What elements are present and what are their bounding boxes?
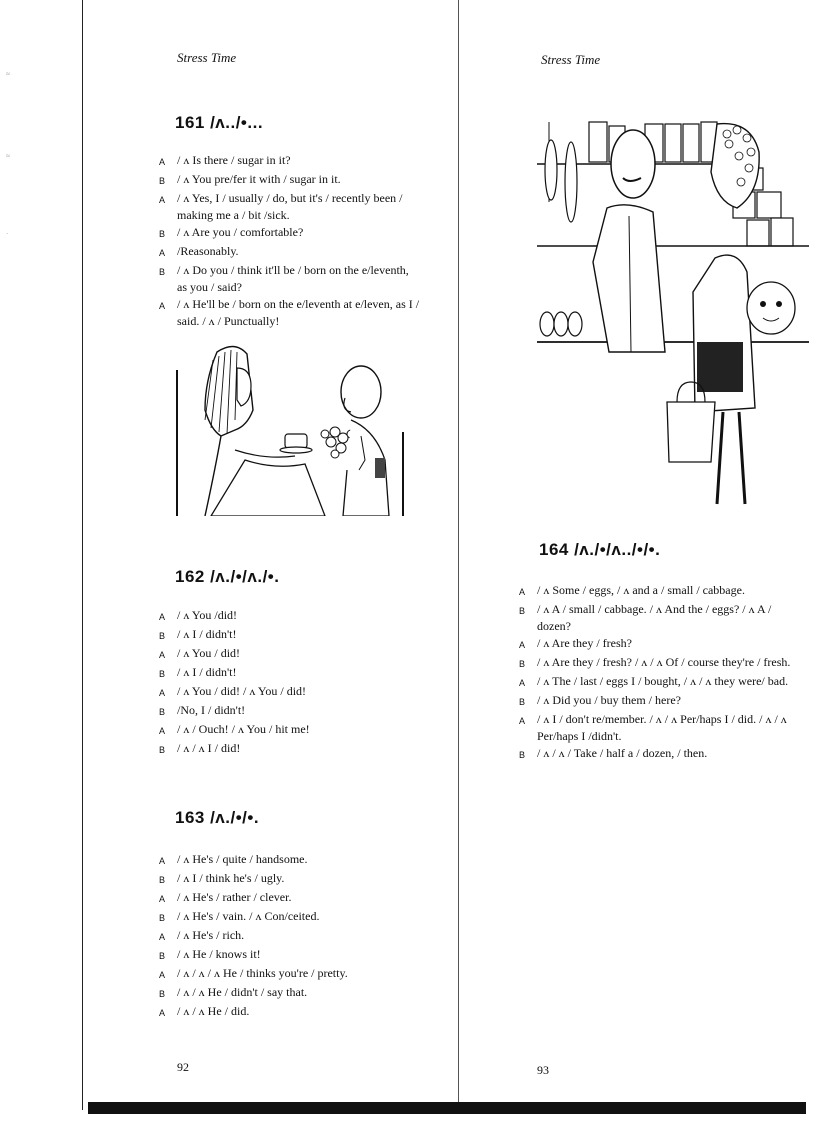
speaker-label: A [159, 650, 166, 660]
speaker-label: A [159, 1008, 166, 1018]
right-page [458, 0, 809, 1110]
dialogue-text: / ʌ / ʌ I / did! [177, 741, 241, 755]
dialogue-text: / ʌ I / didn't! [177, 627, 237, 641]
exercise-161-dialogue [159, 152, 421, 330]
dialogue-text: / ʌ / ʌ / Take / half a / dozen, / then. [537, 746, 708, 760]
dialogue-text: / ʌ Did you / buy them / here? [537, 693, 681, 707]
speaker-label: B [159, 951, 166, 961]
speaker-label: A [159, 248, 166, 258]
dialogue-text: / ʌ Some / eggs, / ʌ and a / small / cabbage. [537, 583, 745, 597]
running-header: Stress Time [177, 50, 237, 65]
dialogue-line [519, 654, 799, 673]
exercise-163-title: 163 /ʌ./•/•. [175, 808, 260, 827]
dialogue-text: / ʌ I / don't re/member. / ʌ / ʌ Per/haps I / did. / ʌ / ʌ Per/haps I /didn't. [537, 712, 787, 743]
exercise-162-title: 162 /ʌ./•/ʌ./•. [175, 567, 280, 586]
running-header: Stress Time [541, 52, 601, 67]
page-number: 92 [177, 1060, 189, 1074]
dialogue-text: / ʌ The / last / eggs I / bought, / ʌ / ʌ they were/ bad. [537, 674, 789, 688]
dialogue-line [159, 740, 421, 759]
dialogue-text: / ʌ Are you / comfortable? [177, 225, 304, 239]
speaker-label: B [159, 631, 166, 641]
dialogue-text: / ʌ / ʌ He / did. [177, 1004, 250, 1018]
dialogue-line [159, 190, 421, 224]
speaker-label: A [159, 195, 166, 205]
dialogue-text: / ʌ He's / vain. / ʌ Con/ceited. [177, 909, 320, 923]
dialogue-line [159, 645, 421, 664]
dialogue-text: /No, I / didn't! [177, 703, 246, 717]
dialogue-line [519, 601, 799, 635]
dialogue-text: / ʌ Are they / fresh? / ʌ / ʌ Of / course they're / fresh. [537, 655, 791, 669]
dialogue-line [159, 152, 421, 171]
exercise-164-title: 164 /ʌ./•/ʌ../•/•. [539, 540, 661, 559]
speaker-label: A [519, 640, 526, 650]
dialogue-line [159, 1003, 421, 1022]
cafe-couple-illustration [175, 340, 415, 516]
dialogue-line [519, 745, 799, 764]
speaker-label: A [519, 716, 526, 726]
dialogue-text: / ʌ He's / rather / clever. [177, 890, 292, 904]
dialogue-text: / ʌ You /did! [177, 608, 238, 622]
dialogue-line [159, 984, 421, 1003]
dialogue-line [159, 946, 421, 965]
grocery-shop-illustration [537, 112, 809, 508]
dialogue-text: / ʌ Is there / sugar in it? [177, 153, 291, 167]
speaker-label: B [519, 606, 526, 616]
margin-mark: ≈ [6, 70, 10, 78]
dialogue-line [159, 965, 421, 984]
speaker-label: A [159, 970, 166, 980]
dialogue-text: / ʌ He's / rich. [177, 928, 245, 942]
speaker-label: B [159, 669, 166, 679]
dialogue-line [159, 607, 421, 626]
dialogue-text: / ʌ He / knows it! [177, 947, 261, 961]
dialogue-line [159, 889, 421, 908]
speaker-label: A [159, 932, 166, 942]
book-spine-shadow [88, 1102, 806, 1114]
dialogue-line [519, 692, 799, 711]
dialogue-text: / ʌ You pre/fer it with / sugar in it. [177, 172, 341, 186]
dialogue-line [159, 851, 421, 870]
dialogue-line [519, 582, 799, 601]
speaker-label: B [159, 707, 166, 717]
dialogue-line [159, 296, 421, 330]
speaker-label: A [159, 688, 166, 698]
dialogue-line [159, 908, 421, 927]
dialogue-text: / ʌ Are they / fresh? [537, 636, 632, 650]
dialogue-text: / ʌ / ʌ / ʌ He / thinks you're / pretty. [177, 966, 348, 980]
dialogue-text: / ʌ You / did! [177, 646, 241, 660]
speaker-label: A [159, 726, 166, 736]
dialogue-line [159, 721, 421, 740]
dialogue-line [159, 224, 421, 243]
dialogue-text: / ʌ He'll be / born on the e/leventh at e/leven, as I / said. / ʌ / Punctually! [177, 297, 420, 328]
speaker-label: B [519, 659, 526, 669]
speaker-label: B [159, 875, 166, 885]
speaker-label: B [159, 745, 166, 755]
dialogue-line [159, 927, 421, 946]
dialogue-text: / ʌ He's / quite / handsome. [177, 852, 308, 866]
speaker-label: A [159, 894, 166, 904]
speaker-label: A [519, 678, 526, 688]
margin-mark: ≈ [6, 152, 10, 160]
speaker-label: A [159, 612, 166, 622]
dialogue-line [159, 664, 421, 683]
dialogue-text: / ʌ / ʌ He / didn't / say that. [177, 985, 308, 999]
speaker-label: B [519, 697, 526, 707]
dialogue-line [519, 673, 799, 692]
speaker-label: B [159, 229, 166, 239]
dialogue-line [159, 243, 421, 262]
margin-mark: · [6, 230, 9, 238]
speaker-label: A [159, 157, 166, 167]
dialogue-text: / ʌ I / think he's / ugly. [177, 871, 285, 885]
dialogue-line [519, 711, 799, 745]
page-number: 93 [537, 1063, 549, 1077]
dialogue-line [519, 635, 799, 654]
dialogue-line [159, 262, 421, 296]
speaker-label: A [519, 587, 526, 597]
speaker-label: B [159, 267, 166, 277]
dialogue-line [159, 683, 421, 702]
exercise-163-dialogue [159, 851, 421, 1022]
exercise-161-title: 161 /ʌ../•... [175, 113, 264, 132]
dialogue-text: /Reasonably. [177, 244, 239, 258]
dialogue-line [159, 626, 421, 645]
speaker-label: A [159, 301, 166, 311]
dialogue-text: / ʌ Do you / think it'll be / born on the e/leventh, as you / said? [177, 263, 409, 294]
dialogue-text: / ʌ Yes, I / usually / do, but it's / recently been / making me a / bit /sick. [177, 191, 403, 222]
dialogue-text: / ʌ You / did! / ʌ You / did! [177, 684, 307, 698]
speaker-label: B [159, 989, 166, 999]
dialogue-line [159, 702, 421, 721]
dialogue-text: / ʌ A / small / cabbage. / ʌ And the / eggs? / ʌ A / dozen? [537, 602, 772, 633]
speaker-label: A [159, 856, 166, 866]
dialogue-line [159, 171, 421, 190]
exercise-164-dialogue [519, 582, 799, 764]
dialogue-text: / ʌ I / didn't! [177, 665, 237, 679]
speaker-label: B [519, 750, 526, 760]
exercise-162-dialogue [159, 607, 421, 759]
dialogue-line [159, 870, 421, 889]
left-page [82, 0, 459, 1110]
speaker-label: B [159, 913, 166, 923]
dialogue-text: / ʌ / Ouch! / ʌ You / hit me! [177, 722, 310, 736]
speaker-label: B [159, 176, 166, 186]
